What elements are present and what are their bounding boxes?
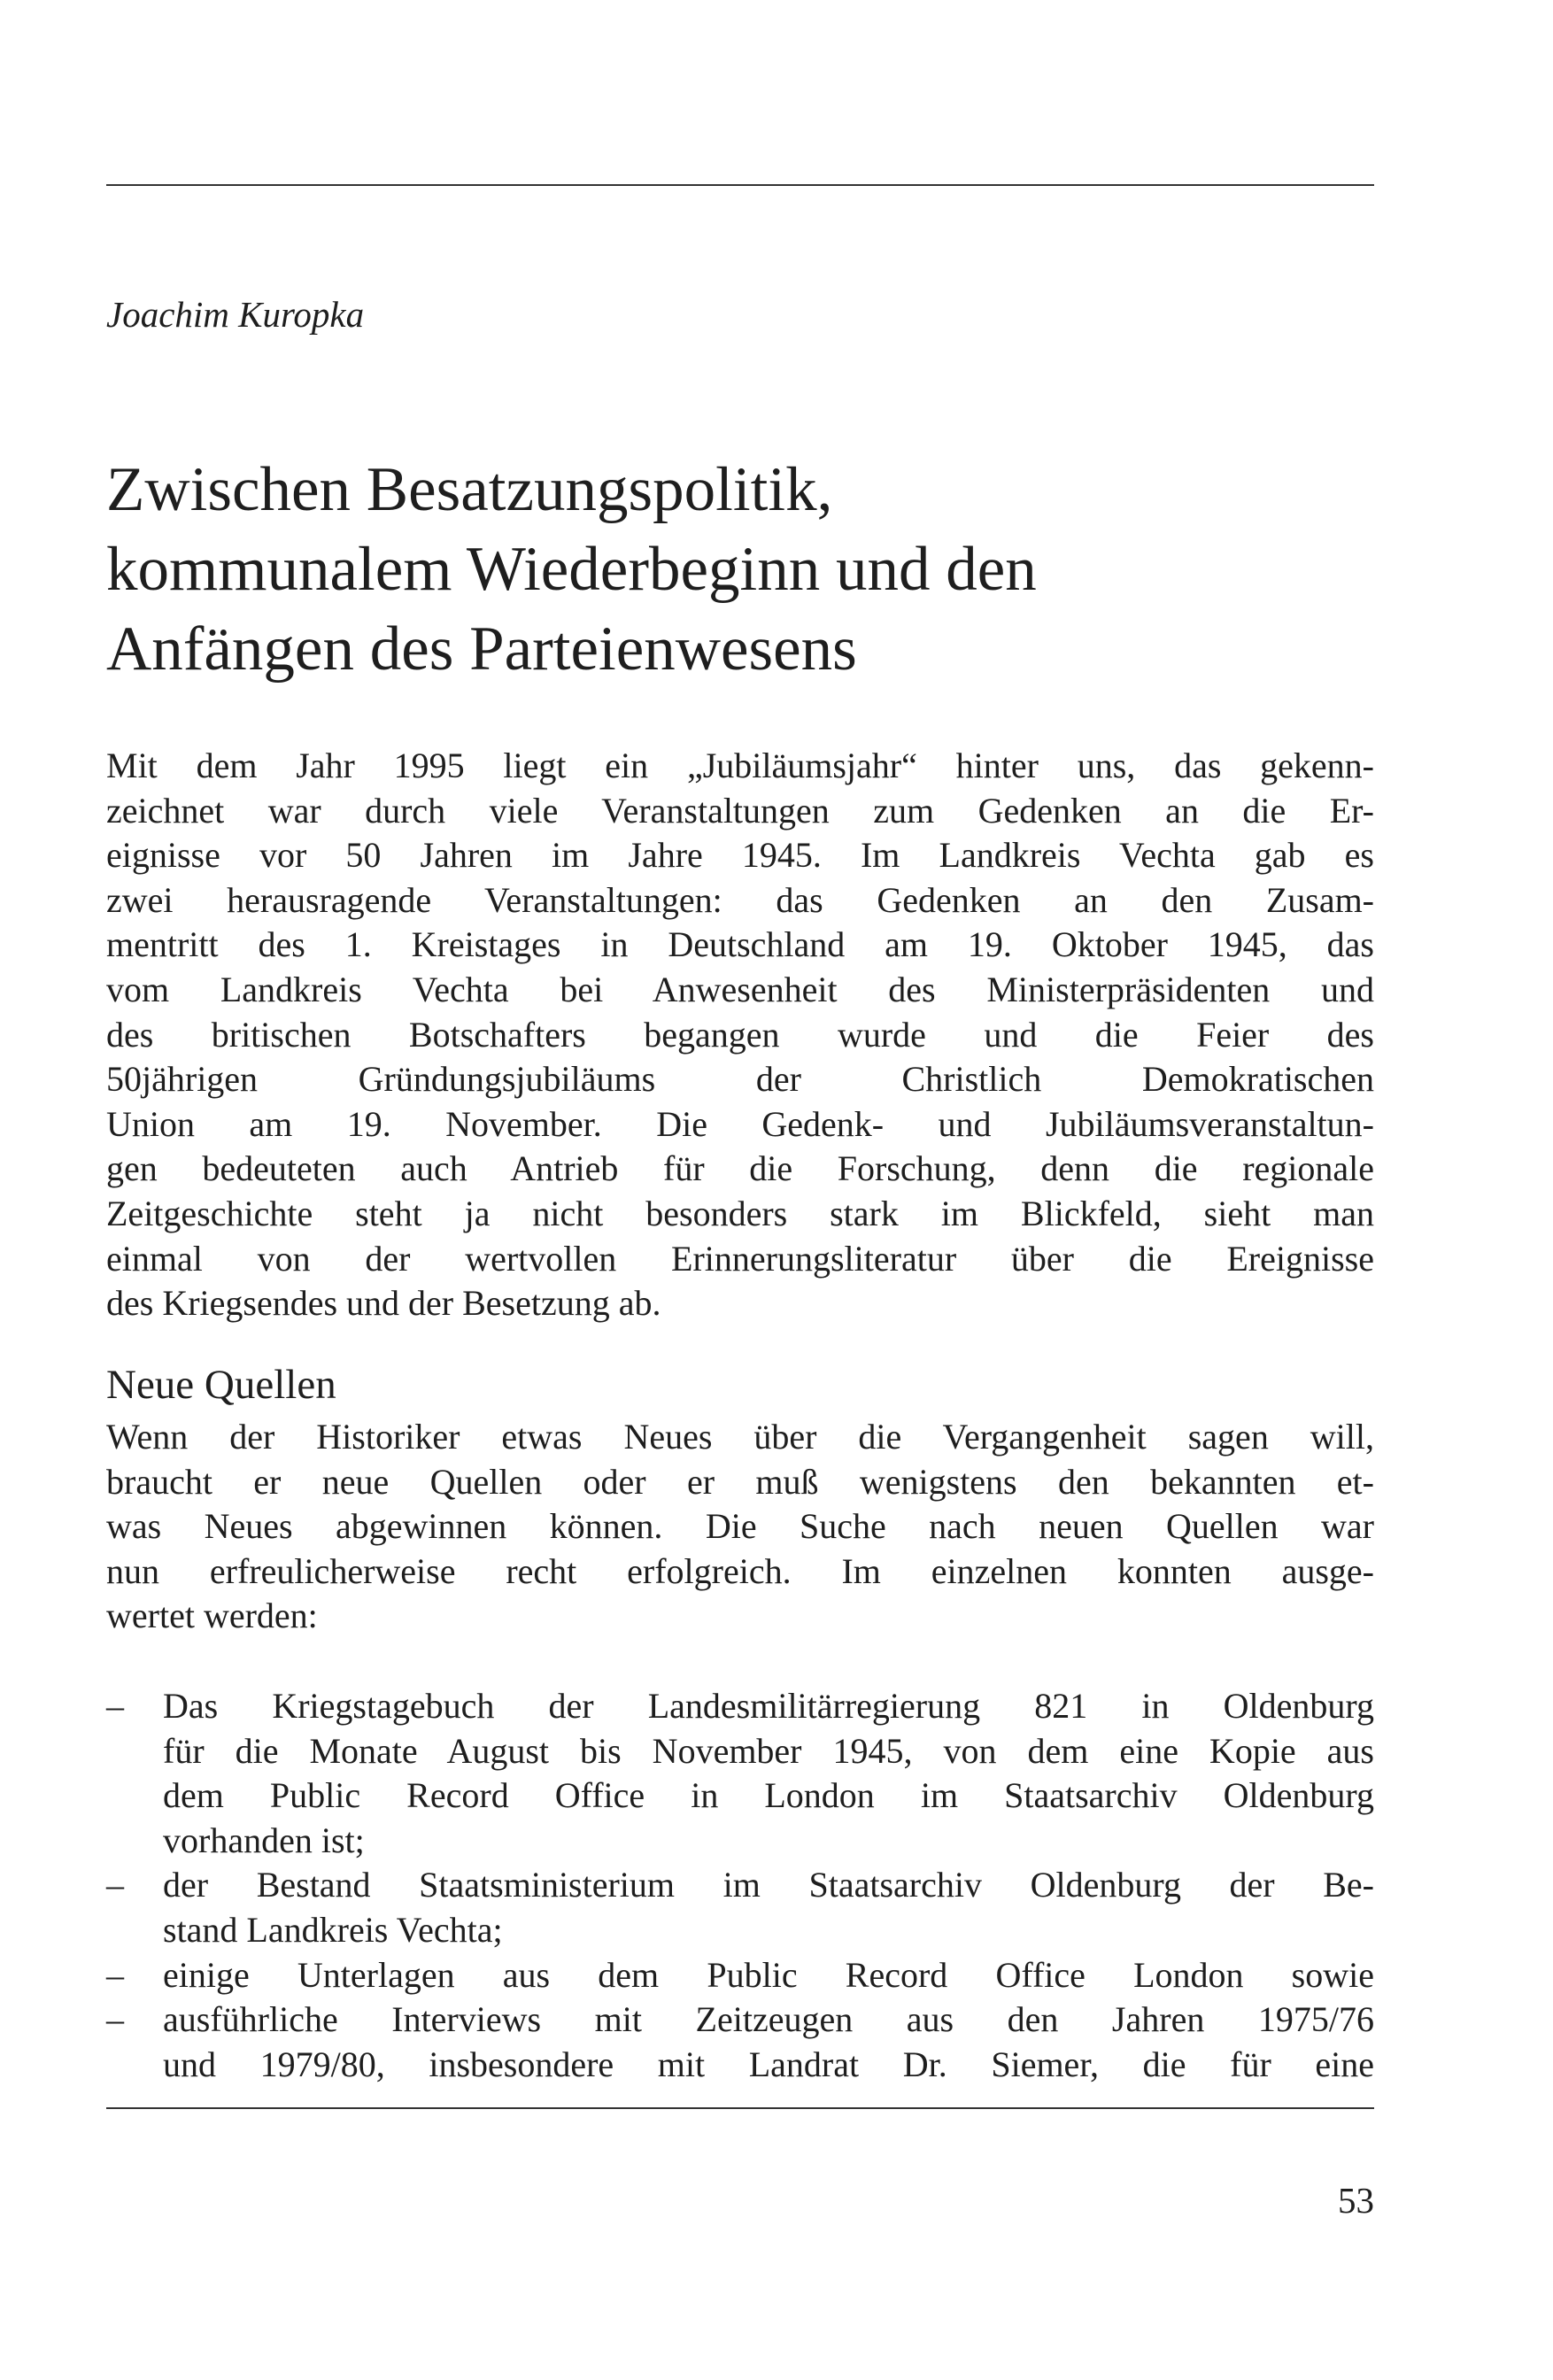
title-line: kommunalem Wiederbeginn und den	[106, 535, 1037, 604]
text-line: braucht er neue Quellen oder er muß wenigstens den bekannten et-	[106, 1461, 1374, 1502]
list-item-text	[163, 1863, 1374, 1952]
dash-bullet: –	[106, 1999, 124, 2040]
title-line: Zwischen Besatzungspolitik,	[106, 455, 833, 524]
text-line: vom Landkreis Vechta bei Anwesenheit des Ministerpräsidenten und	[106, 969, 1374, 1009]
title-line: Anfängen des Parteienwesens	[106, 614, 857, 684]
section-heading: Neue Quellen	[106, 1362, 336, 1408]
text-line: einige Unterlagen aus dem Public Record Office London sowie	[163, 1954, 1374, 1995]
text-line: und 1979/80, insbesondere mit Landrat Dr. Siemer, die für eine	[163, 2044, 1374, 2084]
page-number: 53	[1338, 2180, 1374, 2221]
list-item	[106, 1684, 1374, 1863]
text-line: der Bestand Staatsministerium im Staatsarchiv Oldenburg der Be-	[163, 1865, 1374, 1905]
header-rule	[106, 184, 1374, 186]
text-line: nun erfreulicherweise recht erfolgreich. Im einzelnen konnten ausge-	[106, 1550, 1374, 1591]
text-line: was Neues abgewinnen können. Die Suche nach neuen Quellen war	[106, 1506, 1374, 1547]
text-line: vorhanden ist;	[163, 1820, 365, 1860]
text-line: eignisse vor 50 Jahren im Jahre 1945. Im Landkreis Vechta gab es	[106, 835, 1374, 876]
dash-bullet: –	[106, 1686, 124, 1726]
list-item-text	[163, 1998, 1374, 2087]
source-list	[106, 1684, 1374, 2087]
text-line: dem Public Record Office in London im Staatsarchiv Oldenburg	[163, 1775, 1374, 1816]
section-paragraph	[106, 1415, 1374, 1639]
text-line: stand Landkreis Vechta;	[163, 1909, 503, 1950]
text-line: des Kriegsendes und der Besetzung ab.	[106, 1283, 661, 1324]
author-name: Joachim Kuropka	[106, 294, 365, 335]
text-line: einmal von der wertvollen Erinnerungsliteratur über die Ereignisse	[106, 1238, 1374, 1279]
text-line: Wenn der Historiker etwas Neues über die Vergangenheit sagen will,	[106, 1417, 1374, 1457]
dash-bullet: –	[106, 1865, 124, 1905]
text-line: Das Kriegstagebuch der Landesmilitärregierung 821 in Oldenburg	[163, 1686, 1374, 1726]
text-line: ausführliche Interviews mit Zeitzeugen aus den Jahren 1975/76	[163, 1999, 1374, 2040]
intro-paragraph	[106, 744, 1374, 1326]
text-line: mentritt des 1. Kreistages in Deutschland am 19. Oktober 1945, das	[106, 924, 1374, 965]
text-line: Union am 19. November. Die Gedenk- und Jubiläumsveranstaltun-	[106, 1103, 1374, 1144]
text-line: wertet werden:	[106, 1596, 318, 1636]
text-line: Zeitgeschichte steht ja nicht besonders stark im Blickfeld, sieht man	[106, 1193, 1374, 1233]
text-line: Mit dem Jahr 1995 liegt ein „Jubiläumsjahr“ hinter uns, das gekenn-	[106, 746, 1374, 785]
text-line: zeichnet war durch viele Veranstaltungen zum Gedenken an die Er-	[106, 790, 1374, 831]
list-item	[106, 1863, 1374, 1952]
dash-bullet: –	[106, 1954, 124, 1995]
text-line: gen bedeuteten auch Antrieb für die Forschung, denn die regionale	[106, 1148, 1374, 1189]
text-line: des britischen Botschafters begangen wurde und die Feier des	[106, 1014, 1374, 1055]
list-item	[106, 1998, 1374, 2087]
list-item-text	[163, 1684, 1374, 1863]
article-title	[106, 450, 1390, 689]
list-item	[106, 1953, 1374, 1998]
footer-rule	[106, 2107, 1374, 2109]
text-line: für die Monate August bis November 1945, von dem eine Kopie aus	[163, 1730, 1374, 1771]
list-item-text	[163, 1953, 1374, 1998]
text-line: zwei herausragende Veranstaltungen: das Gedenken an den Zusam-	[106, 879, 1374, 920]
text-line: 50jährigen Gründungsjubiläums der Christlich Demokratischen	[106, 1059, 1374, 1100]
